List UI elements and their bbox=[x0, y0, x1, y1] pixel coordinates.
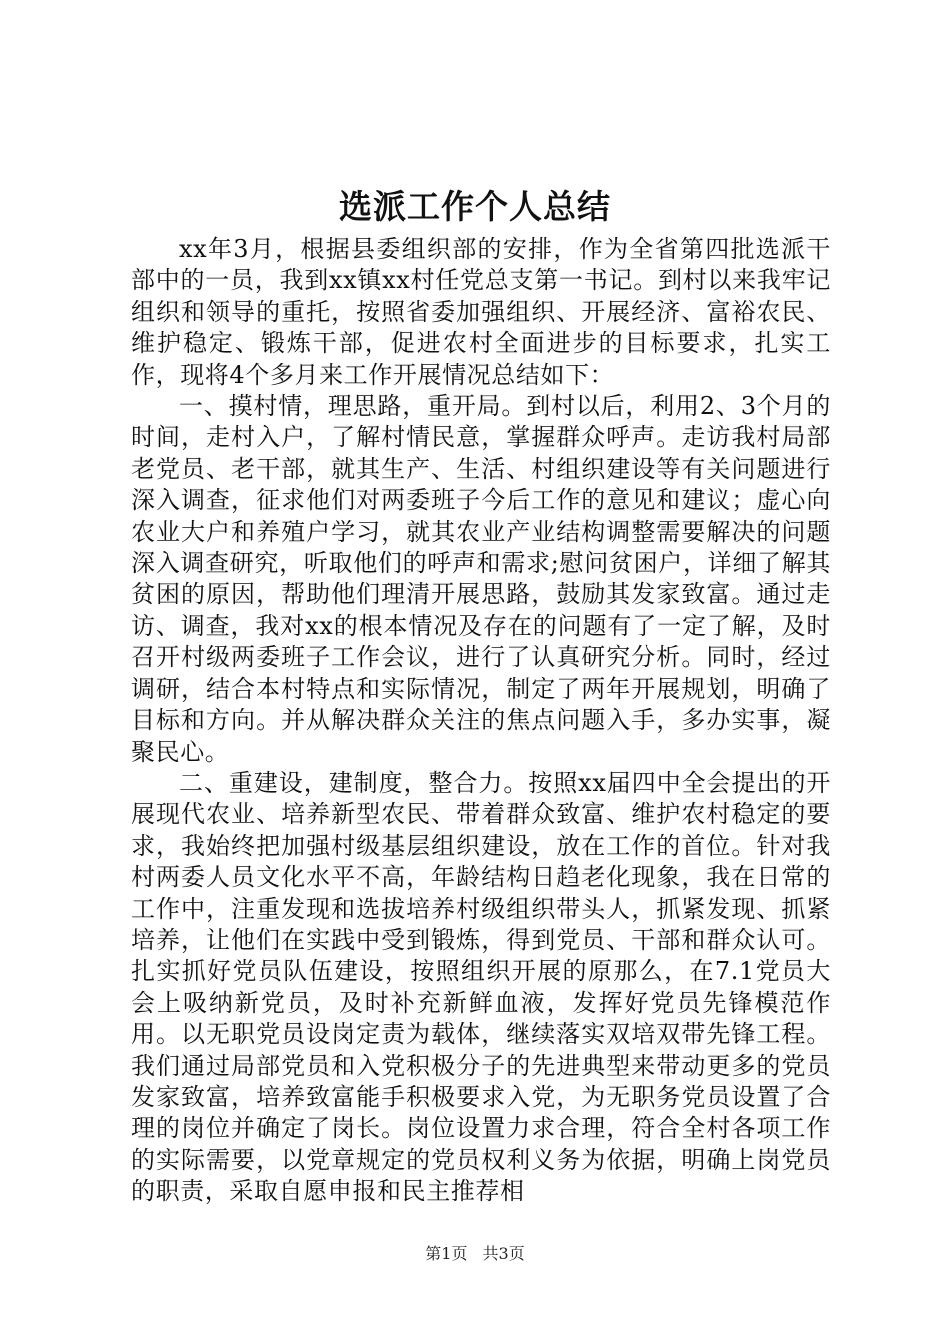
document-body bbox=[131, 234, 831, 1208]
page-number: 第1页 bbox=[425, 1244, 468, 1263]
document-title: 选派工作个人总结 bbox=[339, 187, 611, 226]
page-footer bbox=[0, 1242, 950, 1266]
page-total: 共3页 bbox=[482, 1244, 525, 1263]
paragraph-intro: xx年3月，根据县委组织部的安排，作为全省第四批选派干部中的一员，我到xx镇xx村任党总支第一书记。到村以来我牢记组织和领导的重托，按照省委加强组织、开展经济、富裕农民、维护稳定、锻炼干部，促进农村全面进步的目标要求，扎实工作，现将4个多月来工作开展情况总结如下： bbox=[131, 235, 831, 389]
paragraph-section-two: 二、重建设，建制度，整合力。按照xx届四中全会提出的开展现代农业、培养新型农民、带着群众致富、维护农村稳定的要求，我始终把加强村级基层组织建设，放在工作的首位。针对我村两委人员文化水平不高，年龄结构日趋老化现象，我在日常的工作中，注重发现和选拔培养村级组织带头人，抓紧发现、抓紧培养，让他们在实践中受到锻炼，得到党员、干部和群众认可。扎实抓好党员队伍建设，按照组织开展的原那么，在7.1党员大会上吸纳新党员，及时补充新鲜血液，发挥好党员先锋模范作用。以无职党员设岗定责为载体，继续落实双培双带先锋工程。我们通过局部党员和入党积极分子的先进典型来带动更多的党员发家致富，培养致富能手积极要求入党，为无职务党员设置了合理的岗位并确定了岗长。岗位设置力求合理，符合全村各项工作的实际需要，以党章规定的党员权利义务为依据，明确上岗党员的职责，采取自愿申报和民主推荐相 bbox=[131, 768, 831, 1206]
paragraph-section-one: 一、摸村情，理思路，重开局。到村以后，利用2、3个月的时间，走村入户，了解村情民意，掌握群众呼声。走访我村局部老党员、老干部，就其生产、生活、村组织建设等有关问题进行深入调查，征求他们对两委班子今后工作的意见和建议；虚心向农业大户和养殖户学习，就其农业产业结构调整需要解决的问题深入调查研究，听取他们的呼声和需求;慰问贫困户，详细了解其贫困的原因，帮助他们理清开展思路，鼓励其发家致富。通过走访、调查，我对xx的根本情况及存在的问题有了一定了解，及时召开村级两委班子工作会议，进行了认真研究分析。同时，经过调研，结合本村特点和实际情况，制定了两年开展规划，明确了目标和方向。并从解决群众关注的焦点问题入手，多办实事，凝聚民心。 bbox=[131, 392, 831, 766]
